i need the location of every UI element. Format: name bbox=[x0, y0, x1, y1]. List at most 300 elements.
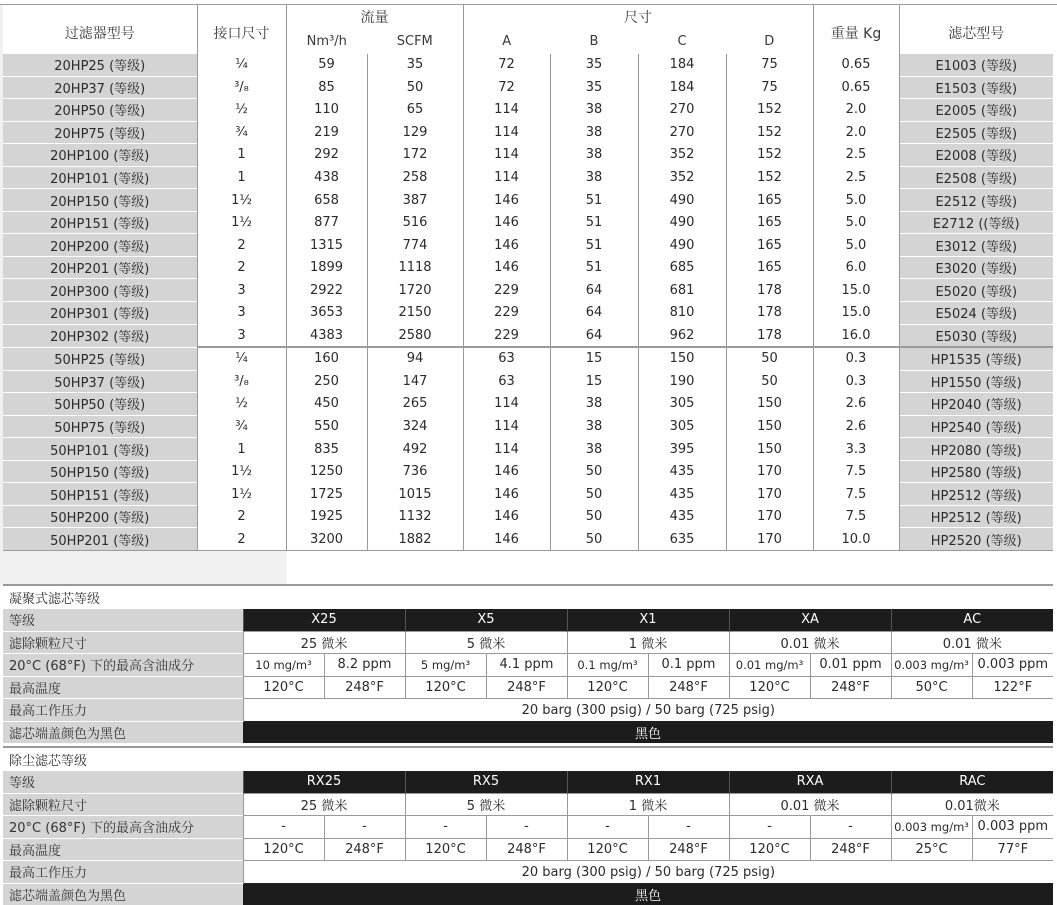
oil-value: 0.01 mg/m³ bbox=[729, 654, 810, 677]
cell-flow-nm3h: 85 bbox=[286, 76, 367, 99]
dust-section-title: 除尘滤芯等级 bbox=[3, 747, 1053, 771]
cell-flow-scfm: 387 bbox=[367, 189, 463, 212]
cell-flow-scfm: 1015 bbox=[367, 483, 463, 506]
cell-weight: 0.3 bbox=[813, 347, 899, 370]
cell-flow-nm3h: 1899 bbox=[286, 256, 367, 279]
cell-weight: 2.0 bbox=[813, 99, 899, 122]
cell-dim-a: 146 bbox=[463, 211, 550, 234]
particle-value: 1 微米 bbox=[567, 793, 729, 816]
cell-element-model: E2005 (等级) bbox=[899, 99, 1053, 122]
cell-weight: 6.0 bbox=[813, 256, 899, 279]
cell-dim-d: 50 bbox=[726, 347, 813, 370]
header-model: 过滤器型号 bbox=[3, 5, 197, 54]
cell-dim-d: 150 bbox=[726, 415, 813, 438]
cell-dim-d: 165 bbox=[726, 256, 813, 279]
table-row bbox=[3, 415, 1053, 438]
cell-dim-d: 170 bbox=[726, 460, 813, 483]
cell-weight: 7.5 bbox=[813, 505, 899, 528]
cell-dim-c: 352 bbox=[638, 144, 726, 167]
header-dim-c: C bbox=[638, 29, 726, 54]
temp-value: 120°C bbox=[405, 838, 486, 861]
cell-dim-d: 170 bbox=[726, 528, 813, 551]
cell-flow-nm3h: 160 bbox=[286, 347, 367, 370]
cell-model: 20HP101 (等级) bbox=[3, 166, 197, 189]
cell-model: 20HP302 (等级) bbox=[3, 324, 197, 347]
cell-element-model: E5020 (等级) bbox=[899, 279, 1053, 302]
cell-model: 50HP25 (等级) bbox=[3, 347, 197, 370]
oil-value: 8.2 ppm bbox=[324, 654, 405, 677]
particle-value: 1 微米 bbox=[567, 631, 729, 654]
cell-dim-d: 165 bbox=[726, 189, 813, 212]
cell-element-model: E5030 (等级) bbox=[899, 324, 1053, 347]
cell-dim-c: 305 bbox=[638, 393, 726, 416]
cell-flow-nm3h: 3653 bbox=[286, 302, 367, 325]
cell-dim-a: 72 bbox=[463, 76, 550, 99]
cell-weight: 5.0 bbox=[813, 189, 899, 212]
cell-flow-scfm: 2580 bbox=[367, 324, 463, 347]
cell-flow-scfm: 147 bbox=[367, 370, 463, 393]
table-row bbox=[3, 234, 1053, 257]
cell-dim-b: 38 bbox=[550, 393, 638, 416]
table-row bbox=[3, 460, 1053, 483]
oil-value: 0.01 ppm bbox=[810, 654, 891, 677]
cell-flow-scfm: 94 bbox=[367, 347, 463, 370]
cap-color-value: 黑色 bbox=[243, 883, 1053, 905]
cell-element-model: E1503 (等级) bbox=[899, 76, 1053, 99]
cell-flow-scfm: 258 bbox=[367, 166, 463, 189]
cell-dim-a: 63 bbox=[463, 370, 550, 393]
cell-dim-a: 146 bbox=[463, 460, 550, 483]
header-dim-a: A bbox=[463, 29, 550, 54]
cell-flow-nm3h: 450 bbox=[286, 393, 367, 416]
cell-dim-c: 635 bbox=[638, 528, 726, 551]
cell-element-model: HP2512 (等级) bbox=[899, 483, 1053, 506]
cap-color-label: 滤芯端盖颜色为黑色 bbox=[3, 721, 243, 743]
grade-rx5: RX5 bbox=[405, 771, 567, 794]
cell-dim-b: 15 bbox=[550, 370, 638, 393]
particle-value: 0.01 微米 bbox=[729, 793, 891, 816]
cell-dim-c: 395 bbox=[638, 438, 726, 461]
cell-flow-scfm: 736 bbox=[367, 460, 463, 483]
cell-dim-b: 50 bbox=[550, 483, 638, 506]
cell-dim-b: 51 bbox=[550, 211, 638, 234]
cell-weight: 16.0 bbox=[813, 324, 899, 347]
temp-value: 120°C bbox=[567, 676, 648, 699]
cell-weight: 2.6 bbox=[813, 415, 899, 438]
particle-value: 0.01微米 bbox=[891, 793, 1053, 816]
temp-value: 120°C bbox=[729, 838, 810, 861]
cell-dim-c: 270 bbox=[638, 99, 726, 122]
temp-value: 120°C bbox=[567, 838, 648, 861]
filter-spec-table bbox=[3, 5, 1053, 551]
temp-value: 120°C bbox=[243, 676, 324, 699]
cell-flow-scfm: 2150 bbox=[367, 302, 463, 325]
particle-label: 滤除颗粒尺寸 bbox=[3, 793, 243, 816]
header-port-size: 接口尺寸 bbox=[197, 5, 286, 54]
cell-dim-b: 35 bbox=[550, 76, 638, 99]
cap-color-value: 黑色 bbox=[243, 721, 1053, 743]
temp-value: 120°C bbox=[729, 676, 810, 699]
cell-flow-nm3h: 2922 bbox=[286, 279, 367, 302]
temp-value: 120°C bbox=[243, 838, 324, 861]
cell-flow-scfm: 265 bbox=[367, 393, 463, 416]
cell-weight: 0.3 bbox=[813, 370, 899, 393]
cell-model: 50HP37 (等级) bbox=[3, 370, 197, 393]
cell-port-size: 1 bbox=[197, 166, 286, 189]
table-row bbox=[3, 256, 1053, 279]
particle-value: 0.01 微米 bbox=[729, 631, 891, 654]
cell-port-size: 1 bbox=[197, 438, 286, 461]
temp-value: 248°F bbox=[648, 838, 729, 861]
cell-weight: 0.65 bbox=[813, 76, 899, 99]
cell-model: 20HP301 (等级) bbox=[3, 302, 197, 325]
cell-flow-nm3h: 59 bbox=[286, 54, 367, 77]
cell-dim-b: 38 bbox=[550, 166, 638, 189]
particle-label: 滤除颗粒尺寸 bbox=[3, 631, 243, 654]
cell-model: 50HP150 (等级) bbox=[3, 460, 197, 483]
temp-value: 50°C bbox=[891, 676, 972, 699]
cell-flow-nm3h: 1315 bbox=[286, 234, 367, 257]
table-row bbox=[3, 189, 1053, 212]
cell-port-size: ¼ bbox=[197, 347, 286, 370]
cell-element-model: E5024 (等级) bbox=[899, 302, 1053, 325]
cell-model: 20HP75 (等级) bbox=[3, 121, 197, 144]
cell-dim-b: 50 bbox=[550, 460, 638, 483]
cell-dim-b: 38 bbox=[550, 438, 638, 461]
max-temp-label: 最高温度 bbox=[3, 676, 243, 699]
cell-dim-d: 75 bbox=[726, 54, 813, 77]
oil-value: 0.003 ppm bbox=[972, 816, 1053, 839]
cell-port-size: ½ bbox=[197, 393, 286, 416]
temp-value: 248°F bbox=[810, 676, 891, 699]
cell-dim-a: 114 bbox=[463, 166, 550, 189]
cell-dim-a: 146 bbox=[463, 505, 550, 528]
cell-flow-scfm: 1118 bbox=[367, 256, 463, 279]
cell-dim-c: 184 bbox=[638, 54, 726, 77]
cell-weight: 15.0 bbox=[813, 279, 899, 302]
grade-xa: XA bbox=[729, 609, 891, 632]
cell-dim-b: 64 bbox=[550, 279, 638, 302]
cell-dim-d: 152 bbox=[726, 144, 813, 167]
cell-flow-scfm: 50 bbox=[367, 76, 463, 99]
grade-rac: RAC bbox=[891, 771, 1053, 794]
cell-element-model: E2008 (等级) bbox=[899, 144, 1053, 167]
cell-dim-c: 270 bbox=[638, 121, 726, 144]
table-row bbox=[3, 279, 1053, 302]
table-row bbox=[3, 144, 1053, 167]
header-flow-scfm: SCFM bbox=[367, 29, 463, 54]
max-temp-label: 最高温度 bbox=[3, 838, 243, 861]
cell-dim-a: 146 bbox=[463, 234, 550, 257]
header-weight: 重量 Kg bbox=[813, 5, 899, 54]
cell-port-size: 2 bbox=[197, 528, 286, 551]
cell-element-model: HP2040 (等级) bbox=[899, 393, 1053, 416]
cell-model: 50HP200 (等级) bbox=[3, 505, 197, 528]
header-dim-d: D bbox=[726, 29, 813, 54]
cell-flow-nm3h: 877 bbox=[286, 211, 367, 234]
temp-value: 248°F bbox=[324, 838, 405, 861]
grade-label: 等级 bbox=[3, 771, 243, 794]
cell-port-size: ³/₈ bbox=[197, 370, 286, 393]
cell-port-size: ³/₈ bbox=[197, 76, 286, 99]
cell-dim-c: 435 bbox=[638, 483, 726, 506]
temp-value: 77°F bbox=[972, 838, 1053, 861]
cell-element-model: E1003 (等级) bbox=[899, 54, 1053, 77]
cell-weight: 10.0 bbox=[813, 528, 899, 551]
cell-port-size: ¼ bbox=[197, 54, 286, 77]
cell-port-size: 2 bbox=[197, 256, 286, 279]
cell-dim-d: 150 bbox=[726, 393, 813, 416]
max-pressure-label: 最高工作压力 bbox=[3, 861, 243, 884]
cell-weight: 5.0 bbox=[813, 211, 899, 234]
max-pressure-label: 最高工作压力 bbox=[3, 699, 243, 722]
grade-rxa: RXA bbox=[729, 771, 891, 794]
cell-model: 20HP100 (等级) bbox=[3, 144, 197, 167]
cell-dim-d: 152 bbox=[726, 121, 813, 144]
cell-element-model: HP1550 (等级) bbox=[899, 370, 1053, 393]
cell-weight: 0.65 bbox=[813, 54, 899, 77]
temp-value: 248°F bbox=[810, 838, 891, 861]
cell-model: 20HP50 (等级) bbox=[3, 99, 197, 122]
table-row bbox=[3, 324, 1053, 347]
cell-flow-nm3h: 110 bbox=[286, 99, 367, 122]
cell-model: 20HP150 (等级) bbox=[3, 189, 197, 212]
coalescing-grade-table bbox=[3, 584, 1053, 743]
table-row bbox=[3, 211, 1053, 234]
cell-dim-d: 152 bbox=[726, 166, 813, 189]
filter-spec-rows bbox=[3, 54, 1053, 551]
cell-flow-scfm: 324 bbox=[367, 415, 463, 438]
temp-value: 248°F bbox=[324, 676, 405, 699]
cell-element-model: E3012 (等级) bbox=[899, 234, 1053, 257]
cell-flow-scfm: 1132 bbox=[367, 505, 463, 528]
grade-x25: X25 bbox=[243, 609, 405, 632]
cell-dim-b: 51 bbox=[550, 256, 638, 279]
temp-value: 248°F bbox=[486, 676, 567, 699]
cell-port-size: ¾ bbox=[197, 415, 286, 438]
cell-element-model: E2512 (等级) bbox=[899, 189, 1053, 212]
cell-dim-c: 962 bbox=[638, 324, 726, 347]
table-row bbox=[3, 76, 1053, 99]
cell-element-model: HP1535 (等级) bbox=[899, 347, 1053, 370]
cell-element-model: HP2540 (等级) bbox=[899, 415, 1053, 438]
cell-dim-c: 435 bbox=[638, 505, 726, 528]
cell-port-size: 1½ bbox=[197, 460, 286, 483]
cap-color-label: 滤芯端盖颜色为黑色 bbox=[3, 883, 243, 905]
cell-weight: 2.6 bbox=[813, 393, 899, 416]
cell-weight: 3.3 bbox=[813, 438, 899, 461]
table-row bbox=[3, 121, 1053, 144]
cell-dim-a: 63 bbox=[463, 347, 550, 370]
cell-dim-b: 15 bbox=[550, 347, 638, 370]
table-row bbox=[3, 54, 1053, 77]
cell-dim-c: 190 bbox=[638, 370, 726, 393]
cell-dim-c: 490 bbox=[638, 189, 726, 212]
header-element-model: 滤芯型号 bbox=[899, 5, 1053, 54]
cell-dim-a: 146 bbox=[463, 528, 550, 551]
grade-x5: X5 bbox=[405, 609, 567, 632]
temp-value: 25°C bbox=[891, 838, 972, 861]
cell-model: 50HP201 (等级) bbox=[3, 528, 197, 551]
cell-port-size: 2 bbox=[197, 505, 286, 528]
cell-element-model: HP2580 (等级) bbox=[899, 460, 1053, 483]
cell-dim-d: 170 bbox=[726, 505, 813, 528]
cell-flow-scfm: 492 bbox=[367, 438, 463, 461]
cell-model: 50HP151 (等级) bbox=[3, 483, 197, 506]
cell-dim-b: 35 bbox=[550, 54, 638, 77]
cell-flow-nm3h: 3200 bbox=[286, 528, 367, 551]
grade-rx25: RX25 bbox=[243, 771, 405, 794]
cell-flow-nm3h: 438 bbox=[286, 166, 367, 189]
cell-dim-c: 184 bbox=[638, 76, 726, 99]
particle-value: 25 微米 bbox=[243, 793, 405, 816]
table-row bbox=[3, 528, 1053, 551]
cell-weight: 2.5 bbox=[813, 166, 899, 189]
cell-port-size: 2 bbox=[197, 234, 286, 257]
table-row bbox=[3, 438, 1053, 461]
cell-dim-a: 229 bbox=[463, 324, 550, 347]
cell-dim-a: 229 bbox=[463, 302, 550, 325]
cell-flow-scfm: 1882 bbox=[367, 528, 463, 551]
cell-model: 20HP25 (等级) bbox=[3, 54, 197, 77]
grade-rx1: RX1 bbox=[567, 771, 729, 794]
cell-dim-d: 178 bbox=[726, 324, 813, 347]
cell-flow-nm3h: 835 bbox=[286, 438, 367, 461]
cell-dim-d: 165 bbox=[726, 211, 813, 234]
cell-weight: 2.0 bbox=[813, 121, 899, 144]
oil-value: 4.1 ppm bbox=[486, 654, 567, 677]
cell-flow-nm3h: 4383 bbox=[286, 324, 367, 347]
cell-model: 50HP75 (等级) bbox=[3, 415, 197, 438]
oil-value: - bbox=[648, 816, 729, 839]
oil-value: - bbox=[486, 816, 567, 839]
cell-dim-a: 114 bbox=[463, 415, 550, 438]
cell-weight: 2.5 bbox=[813, 144, 899, 167]
cell-flow-nm3h: 250 bbox=[286, 370, 367, 393]
cell-dim-b: 50 bbox=[550, 505, 638, 528]
cell-flow-scfm: 129 bbox=[367, 121, 463, 144]
cell-flow-nm3h: 550 bbox=[286, 415, 367, 438]
particle-value: 5 微米 bbox=[405, 793, 567, 816]
cell-port-size: ½ bbox=[197, 99, 286, 122]
cell-dim-c: 490 bbox=[638, 234, 726, 257]
oil-value: 0.003 mg/m³ bbox=[891, 654, 972, 677]
header-flow: 流量 bbox=[286, 5, 463, 29]
cell-model: 50HP50 (等级) bbox=[3, 393, 197, 416]
cell-dim-d: 178 bbox=[726, 302, 813, 325]
cell-model: 20HP300 (等级) bbox=[3, 279, 197, 302]
cell-dim-d: 50 bbox=[726, 370, 813, 393]
cell-flow-nm3h: 658 bbox=[286, 189, 367, 212]
cell-dim-b: 50 bbox=[550, 528, 638, 551]
cell-port-size: ¾ bbox=[197, 121, 286, 144]
cell-model: 20HP200 (等级) bbox=[3, 234, 197, 257]
table-row bbox=[3, 483, 1053, 506]
cell-flow-scfm: 516 bbox=[367, 211, 463, 234]
pressure-value: 20 barg (300 psig) / 50 barg (725 psig) bbox=[243, 861, 1053, 884]
oil-value: 5 mg/m³ bbox=[405, 654, 486, 677]
table-row bbox=[3, 505, 1053, 528]
cell-dim-c: 810 bbox=[638, 302, 726, 325]
oil-value: 0.1 mg/m³ bbox=[567, 654, 648, 677]
oil-value: - bbox=[567, 816, 648, 839]
cell-dim-d: 178 bbox=[726, 279, 813, 302]
oil-content-label: 20°C (68°F) 下的最高含油成分 bbox=[3, 654, 243, 677]
cell-dim-b: 38 bbox=[550, 121, 638, 144]
cell-element-model: HP2080 (等级) bbox=[899, 438, 1053, 461]
cell-dim-c: 435 bbox=[638, 460, 726, 483]
cell-dim-a: 114 bbox=[463, 438, 550, 461]
coalescing-section-title: 凝聚式滤芯等级 bbox=[3, 585, 1053, 609]
cell-flow-nm3h: 1250 bbox=[286, 460, 367, 483]
oil-value: 0.003 ppm bbox=[972, 654, 1053, 677]
oil-content-label: 20°C (68°F) 下的最高含油成分 bbox=[3, 816, 243, 839]
oil-value: 0.003 mg/m³ bbox=[891, 816, 972, 839]
particle-value: 25 微米 bbox=[243, 631, 405, 654]
cell-dim-c: 490 bbox=[638, 211, 726, 234]
cell-dim-a: 114 bbox=[463, 99, 550, 122]
cell-port-size: 1 bbox=[197, 144, 286, 167]
particle-value: 5 微米 bbox=[405, 631, 567, 654]
cell-weight: 5.0 bbox=[813, 234, 899, 257]
table-row bbox=[3, 370, 1053, 393]
oil-value: - bbox=[810, 816, 891, 839]
cell-weight: 7.5 bbox=[813, 460, 899, 483]
cell-element-model: HP2520 (等级) bbox=[899, 528, 1053, 551]
header-dimensions: 尺寸 bbox=[463, 5, 813, 29]
cell-dim-d: 152 bbox=[726, 99, 813, 122]
cell-dim-b: 64 bbox=[550, 324, 638, 347]
cell-flow-nm3h: 219 bbox=[286, 121, 367, 144]
cell-weight: 15.0 bbox=[813, 302, 899, 325]
oil-value: - bbox=[324, 816, 405, 839]
particle-value: 0.01 微米 bbox=[891, 631, 1053, 654]
cell-dim-b: 38 bbox=[550, 99, 638, 122]
cell-flow-scfm: 65 bbox=[367, 99, 463, 122]
cell-model: 20HP37 (等级) bbox=[3, 76, 197, 99]
temp-value: 120°C bbox=[405, 676, 486, 699]
cell-dim-c: 305 bbox=[638, 415, 726, 438]
cell-dim-a: 114 bbox=[463, 121, 550, 144]
table-row bbox=[3, 166, 1053, 189]
cell-dim-b: 51 bbox=[550, 234, 638, 257]
oil-value: - bbox=[405, 816, 486, 839]
cell-dim-a: 146 bbox=[463, 483, 550, 506]
cell-dim-a: 114 bbox=[463, 393, 550, 416]
cell-dim-a: 229 bbox=[463, 279, 550, 302]
cell-element-model: E2508 (等级) bbox=[899, 166, 1053, 189]
cell-dim-c: 681 bbox=[638, 279, 726, 302]
cell-dim-c: 150 bbox=[638, 347, 726, 370]
cell-element-model: E2505 (等级) bbox=[899, 121, 1053, 144]
cell-flow-scfm: 172 bbox=[367, 144, 463, 167]
header-flow-nm3h: Nm³/h bbox=[286, 29, 367, 54]
cell-port-size: 1½ bbox=[197, 211, 286, 234]
table-row bbox=[3, 302, 1053, 325]
cell-weight: 7.5 bbox=[813, 483, 899, 506]
cell-dim-b: 51 bbox=[550, 189, 638, 212]
table-row bbox=[3, 99, 1053, 122]
grade-x1: X1 bbox=[567, 609, 729, 632]
pressure-value: 20 barg (300 psig) / 50 barg (725 psig) bbox=[243, 699, 1053, 722]
temp-value: 122°F bbox=[972, 676, 1053, 699]
header-dim-b: B bbox=[550, 29, 638, 54]
cell-flow-scfm: 774 bbox=[367, 234, 463, 257]
cell-dim-d: 165 bbox=[726, 234, 813, 257]
cell-port-size: 3 bbox=[197, 324, 286, 347]
cell-port-size: 3 bbox=[197, 279, 286, 302]
cell-dim-d: 75 bbox=[726, 76, 813, 99]
